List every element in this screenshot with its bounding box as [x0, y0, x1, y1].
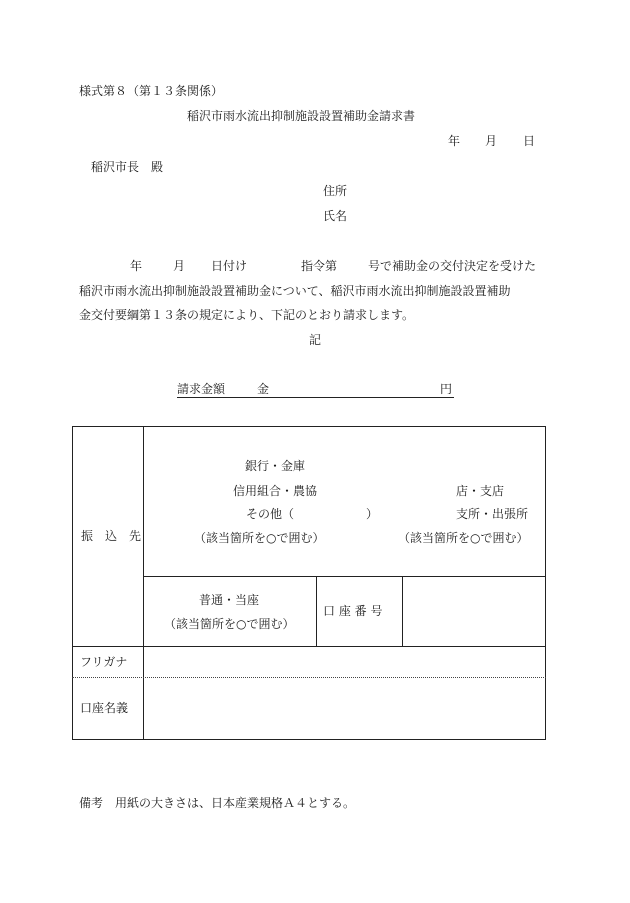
body-number-suffix: 号で補助金の交付決定を受けた [368, 259, 537, 273]
bank-type-other-close: ） [366, 507, 379, 521]
table-row-divider-2 [72, 646, 546, 647]
body-month: 月 [173, 259, 186, 273]
document-title: 稲沢市雨水流出抑制施設設置補助金請求書 [187, 109, 416, 123]
body-line-2: 稲沢市雨水流出抑制施設設置補助金について、稲沢市雨水流出抑制施設設置補助 [79, 284, 511, 298]
account-type-note: （該当箇所を○で囲む） [164, 617, 295, 631]
bank-type-other: その他（ [246, 507, 295, 521]
table-label-divider [143, 426, 144, 740]
transfer-label: 振 込 先 [81, 529, 142, 543]
amount-yen: 円 [440, 382, 453, 396]
amount-underline [177, 397, 454, 398]
body-order: 指令第 [301, 259, 338, 273]
addressee: 稲沢市長 殿 [91, 160, 164, 174]
branch-type-1: 店・支店 [456, 484, 505, 498]
date-day: 日 [523, 134, 536, 148]
bank-type-1: 銀行・金庫 [245, 459, 306, 473]
date-month: 月 [485, 134, 498, 148]
account-type: 普通・当座 [199, 593, 260, 607]
bank-type-2: 信用組合・農協 [233, 484, 318, 498]
branch-note: （該当箇所を○で囲む） [398, 531, 529, 545]
amount-label: 請求金額 [177, 382, 226, 396]
remarks: 備考 用紙の大きさは、日本産業規格Ａ４とする。 [79, 796, 356, 810]
address-label: 住所 [323, 184, 348, 198]
account-number-divider [402, 576, 403, 646]
ki-label: 記 [309, 333, 322, 347]
body-line-3: 金交付要綱第１３条の規定により、下記のとおり請求します。 [79, 308, 415, 322]
furigana-divider [72, 677, 546, 678]
bank-note: （該当箇所を○で囲む） [194, 531, 325, 545]
amount-kin: 金 [257, 382, 270, 396]
table-row-divider-1 [143, 576, 546, 577]
name-label: 氏名 [323, 209, 348, 223]
account-type-divider [316, 576, 317, 646]
branch-type-2: 支所・出張所 [456, 507, 529, 521]
account-number-label: 口 座 番 号 [323, 604, 383, 618]
form-number: 様式第８（第１３条関係） [79, 84, 224, 98]
account-name-label: 口座名義 [80, 701, 129, 715]
body-year: 年 [130, 259, 143, 273]
furigana-label: フリガナ [80, 655, 128, 669]
date-year: 年 [448, 134, 461, 148]
body-dated: 日付け [211, 259, 248, 273]
